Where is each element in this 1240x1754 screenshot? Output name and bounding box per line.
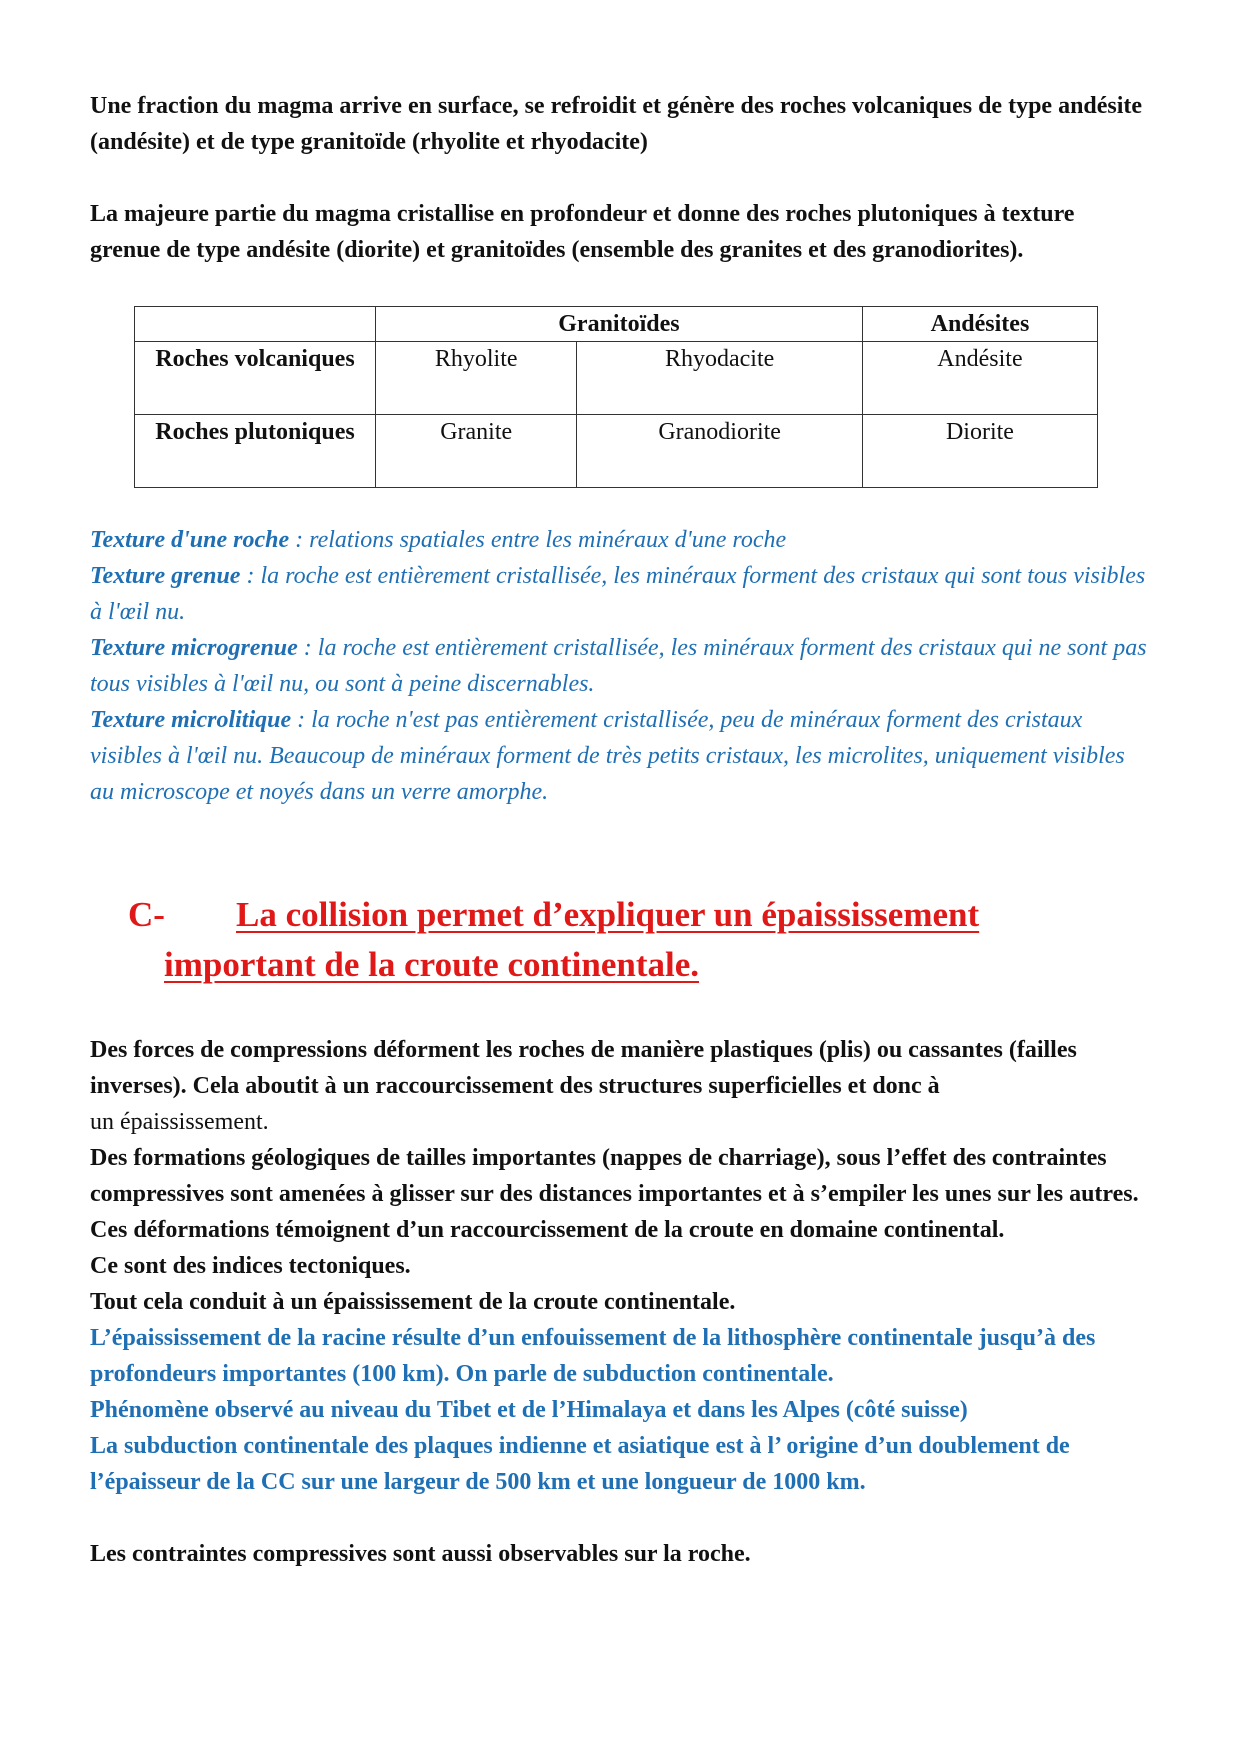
body-paragraph-1-bold: Des forces de compressions déforment les roches de manière plastiques (plis) ou cassantes (failles inverses). Cela aboutit à un raccourcissement des structures superficielles et donc à bbox=[90, 1037, 1077, 1099]
cell-rhyolite: Rhyolite bbox=[376, 342, 577, 415]
body-last-paragraph: Les contraintes compressives sont aussi observables sur la roche. bbox=[90, 1541, 751, 1567]
definition-term: Texture microlitique bbox=[90, 707, 292, 733]
definition-text: : relations spatiales entre les minéraux d'une roche bbox=[289, 527, 787, 553]
header-andesites: Andésites bbox=[862, 307, 1097, 342]
row-label-volcanic: Roches volcaniques bbox=[135, 342, 376, 415]
intro-paragraph-2: La majeure partie du magma cristallise en profondeur et donne des roches plutoniques à texture grenue de type andésite (diorite) et granitoïdes (ensemble des granites et des granodiorites). bbox=[90, 201, 1075, 263]
cell-diorite: Diorite bbox=[862, 415, 1097, 488]
body-paragraph-3: Ces déformations témoignent d’un raccourcissement de la croute en domaine continental. bbox=[90, 1217, 1005, 1243]
body-blue-paragraph-3: La subduction continentale des plaques indienne et asiatique est à l’ origine d’un doublement de l’épaisseur de la CC sur une largeur de 500 km et une longueur de 1000 km. bbox=[90, 1433, 1070, 1495]
definition-term: Texture grenue bbox=[90, 563, 241, 589]
definition-text: : la roche est entièrement cristallisée, les minéraux forment des cristaux qui sont tous visibles à l'œil nu. bbox=[90, 563, 1146, 625]
body-paragraph-4: Ce sont des indices tectoniques. bbox=[90, 1253, 411, 1279]
body-paragraph-1 bbox=[90, 1032, 1150, 1140]
body-paragraph-5: Tout cela conduit à un épaississement de la croute continentale. bbox=[90, 1289, 736, 1315]
cell-rhyodacite: Rhyodacite bbox=[577, 342, 863, 415]
cell-granite: Granite bbox=[376, 415, 577, 488]
cell-andesite: Andésite bbox=[862, 342, 1097, 415]
body-paragraph-2: Des formations géologiques de tailles importantes (nappes de charriage), sous l’effet des contraintes compressives sont amenées à glisser sur des distances importantes et à s’empiler les unes sur les autres. bbox=[90, 1145, 1139, 1207]
definition-microlitique bbox=[90, 702, 1150, 810]
body-paragraph-1-normal: un épaississement. bbox=[90, 1109, 269, 1135]
body-blue-paragraph-1: L’épaississement de la racine résulte d’un enfouissement de la lithosphère continentale jusqu’à des profondeurs importantes (100 km). On parle de subduction continentale. bbox=[90, 1325, 1096, 1387]
definition-text: : la roche n'est pas entièrement cristallisée, peu de minéraux forment des cristaux visibles à l'œil nu. Beaucoup de minéraux forment de très petits cristaux, les microlites, uniquement visibles au microscope et noyés dans un verre amorphe. bbox=[90, 707, 1125, 805]
section-title-line-1: La collision permet d’expliquer un épaississement bbox=[236, 895, 980, 934]
section-heading bbox=[90, 890, 1150, 990]
body-blue-paragraph-2: Phénomène observé au niveau du Tibet et de l’Himalaya et dans les Alpes (côté suisse) bbox=[90, 1397, 968, 1423]
definition-text: : la roche est entièrement cristallisée, les minéraux forment des cristaux qui ne sont pas tous visibles à l'œil nu, ou sont à peine discernables. bbox=[90, 635, 1147, 697]
definition-grenue bbox=[90, 558, 1150, 630]
table-corner-cell bbox=[135, 307, 376, 342]
table-row-volcanic bbox=[135, 342, 1098, 415]
intro-paragraph-1: Une fraction du magma arrive en surface, se refroidit et génère des roches volcaniques de type andésite (andésite) et de type granitoïde (rhyolite et rhyodacite) bbox=[90, 93, 1143, 155]
definition-term: Texture d'une roche bbox=[90, 527, 290, 553]
document-page bbox=[90, 88, 1150, 1572]
cell-granodiorite: Granodiorite bbox=[577, 415, 863, 488]
definition-texture bbox=[90, 522, 1150, 558]
section-letter: C- bbox=[128, 895, 165, 934]
definition-term: Texture microgrenue bbox=[90, 635, 298, 661]
table-row-plutonic bbox=[135, 415, 1098, 488]
section-body bbox=[90, 1032, 1150, 1572]
definition-microgrenue bbox=[90, 630, 1150, 702]
row-label-plutonic: Roches plutoniques bbox=[135, 415, 376, 488]
rock-classification-table bbox=[134, 306, 1098, 488]
table-header-row bbox=[135, 307, 1098, 342]
texture-definitions bbox=[90, 522, 1150, 810]
header-granitoides: Granitoïdes bbox=[376, 307, 863, 342]
section-title-line-2: important de la croute continentale. bbox=[164, 945, 699, 984]
